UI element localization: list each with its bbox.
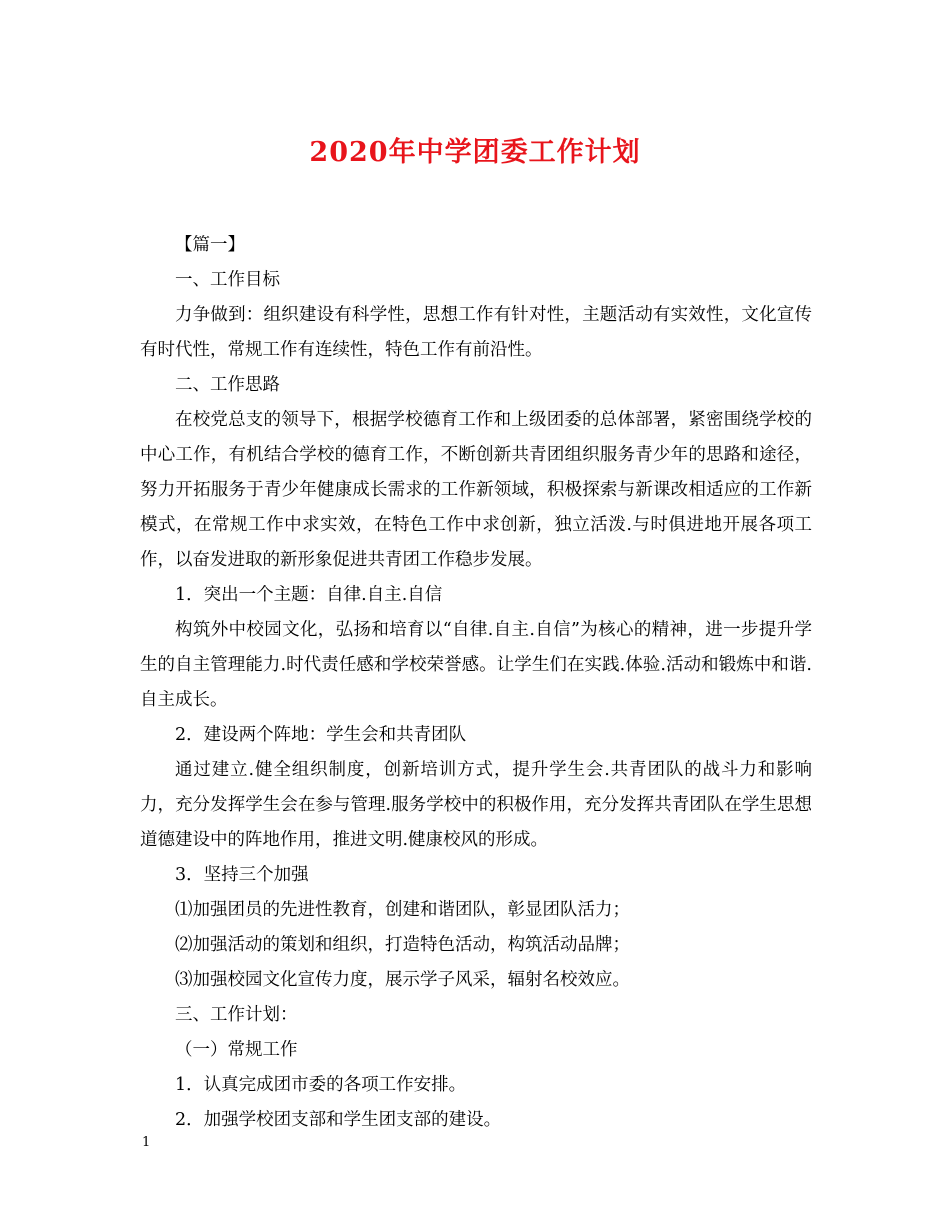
document-body (140, 228, 812, 1138)
item-one-theme: 1．突出一个主题：自律.自主.自信 (175, 585, 443, 605)
item-three-strengthen: 3．坚持三个加强 (175, 865, 309, 885)
list-item: ⑶加强校园文化宣传力度，展示学子风采，辐射名校效应。 (175, 970, 630, 990)
list-item: ⑴加强团员的先进性教育，创建和谐团队，彰显团队活力； (175, 900, 630, 920)
page-number: 1 (142, 1135, 151, 1150)
paragraph-positions: 通过建立.健全组织制度，创新培训方式，提升学生会.共青团队的战斗力和影响力，充分发挥学生会在参与管理.服务学校中的积极作用，充分发挥共青团队在学生思想道德建设中的阵地作用，推进文明.健康校风的形成。 (140, 760, 812, 850)
heading-work-plan: 三、工作计划： (175, 1005, 298, 1025)
subheading-routine-work: （一）常规工作 (175, 1040, 298, 1060)
item-two-positions: 2．建设两个阵地：学生会和共青团队 (175, 725, 467, 745)
list-item: 2．加强学校团支部和学生团支部的建设。 (175, 1110, 502, 1130)
paragraph-goals: 力争做到：组织建设有科学性，思想工作有针对性，主题活动有实效性，文化宣传有时代性，常规工作有连续性，特色工作有前沿性。 (140, 305, 812, 360)
section-label: 【篇一】 (175, 235, 245, 255)
list-item: ⑵加强活动的策划和组织，打造特色活动，构筑活动品牌； (175, 935, 630, 955)
heading-work-ideas: 二、工作思路 (175, 375, 280, 395)
list-item: 1．认真完成团市委的各项工作安排。 (175, 1075, 467, 1095)
paragraph-ideas: 在校党总支的领导下，根据学校德育工作和上级团委的总体部署，紧密围绕学校的中心工作，有机结合学校的德育工作，不断创新共青团组织服务青少年的思路和途径，努力开拓服务于青少年健康成长需求的工作新领域，积极探索与新课改相适应的工作新模式，在常规工作中求实效，在特色工作中求创新，独立活泼.与时俱进地开展各项工作，以奋发进取的新形象促进共青团工作稳步发展。 (140, 410, 812, 570)
paragraph-theme: 构筑外中校园文化，弘扬和培育以“自律.自主.自信”为核心的精神，进一步提升学生的自主管理能力.时代责任感和学校荣誉感。让学生们在实践.体验.活动和锻炼中和谐.自主成长。 (140, 620, 812, 710)
document-title: 2020年中学团委工作计划 (309, 137, 641, 168)
heading-work-goals: 一、工作目标 (175, 270, 280, 290)
